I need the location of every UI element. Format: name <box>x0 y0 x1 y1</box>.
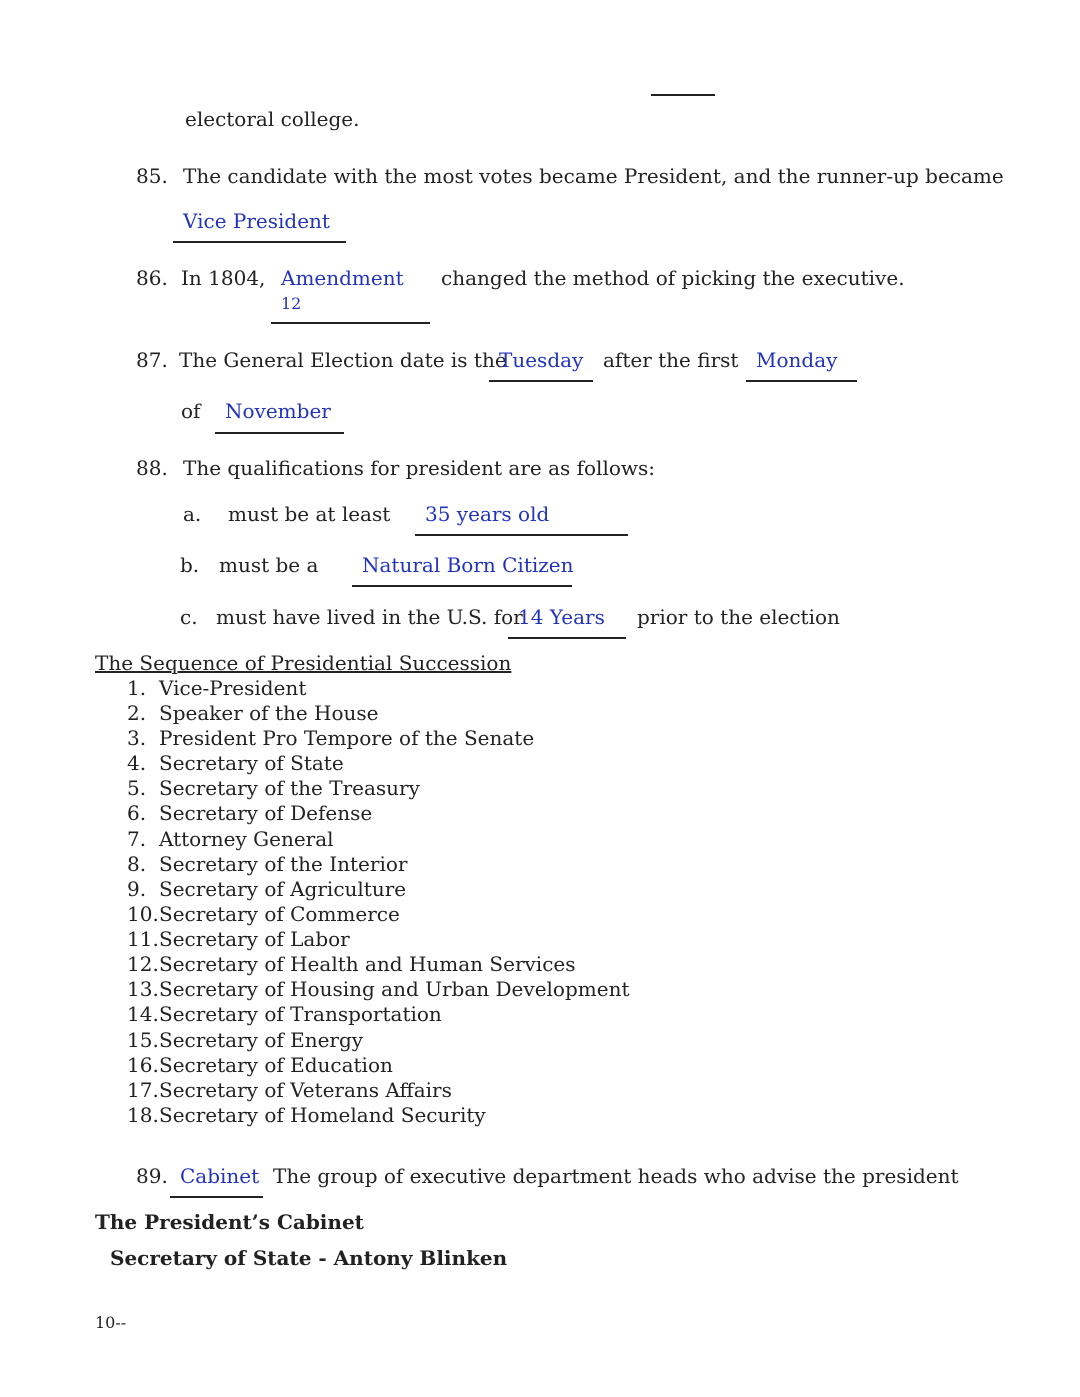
list-label: Secretary of Labor <box>159 927 350 951</box>
list-number: 16. <box>127 1053 159 1077</box>
item-letter: a. <box>183 502 202 526</box>
list-item <box>127 1080 452 1100</box>
list-item <box>127 854 407 874</box>
question-number: 87. <box>136 348 168 372</box>
list-label: President Pro Tempore of the Senate <box>159 726 535 750</box>
question-number: 85. <box>136 164 168 188</box>
list-label: Secretary of State <box>159 751 344 775</box>
list-label: Secretary of Homeland Security <box>159 1103 486 1127</box>
list-item <box>127 829 334 849</box>
answer-vice-president[interactable]: Vice President <box>183 209 330 233</box>
list-label: Vice-President <box>159 676 307 700</box>
answer-amendment[interactable]: Amendment <box>281 266 404 290</box>
answer-residency[interactable]: 14 Years <box>518 605 605 629</box>
answer-line <box>173 241 346 243</box>
list-label: Secretary of Veterans Affairs <box>159 1078 452 1102</box>
list-number: 7. <box>127 827 147 851</box>
list-number: 11. <box>127 927 159 951</box>
question-text-middle: after the first <box>603 348 739 372</box>
answer-cabinet[interactable]: Cabinet <box>180 1164 260 1188</box>
list-number: 1. <box>127 676 147 700</box>
answer-line <box>508 637 626 639</box>
list-number: 3. <box>127 726 147 750</box>
question-text-of: of <box>181 399 201 423</box>
list-label: Secretary of Housing and Urban Development <box>159 977 630 1001</box>
list-item <box>127 678 306 698</box>
list-item <box>127 703 379 723</box>
list-label: Secretary of Defense <box>159 801 373 825</box>
list-item <box>127 1055 393 1075</box>
question-text: The candidate with the most votes became President, and the runner-up became <box>183 164 1004 188</box>
succession-title: The Sequence of Presidential Succession <box>95 651 512 675</box>
item-text: must be a <box>219 553 319 577</box>
list-item <box>127 879 406 899</box>
list-number: 13. <box>127 977 159 1001</box>
answer-monday[interactable]: Monday <box>756 348 838 372</box>
question-text: The qualifications for president are as follows: <box>183 456 656 480</box>
list-item <box>127 1030 363 1050</box>
page-number: 10-- <box>95 1313 127 1332</box>
question-text-before: The General Election date is the <box>179 348 507 372</box>
list-number: 15. <box>127 1028 159 1052</box>
answer-line <box>415 534 628 536</box>
answer-amendment-number[interactable]: 12 <box>281 294 302 313</box>
question-number: 89. <box>136 1164 168 1188</box>
list-label: Attorney General <box>159 827 334 851</box>
list-number: 5. <box>127 776 147 800</box>
answer-citizenship[interactable]: Natural Born Citizen <box>362 553 574 577</box>
list-item <box>127 803 372 823</box>
list-item <box>127 904 400 924</box>
list-label: Secretary of Education <box>159 1053 393 1077</box>
list-number: 2. <box>127 701 147 725</box>
answer-tuesday[interactable]: Tuesday <box>499 348 584 372</box>
answer-line <box>352 585 572 587</box>
answer-line <box>489 380 593 382</box>
list-number: 8. <box>127 852 147 876</box>
item-text: must be at least <box>228 502 391 526</box>
list-label: Speaker of the House <box>159 701 379 725</box>
item-text-after: prior to the election <box>637 605 840 629</box>
list-label: Secretary of the Interior <box>159 852 408 876</box>
cabinet-first-entry: Secretary of State - Antony Blinken <box>110 1246 508 1270</box>
list-item <box>127 728 534 748</box>
top-answer-line <box>651 94 715 96</box>
answer-line <box>215 432 344 434</box>
list-item <box>127 979 630 999</box>
list-label: Secretary of the Treasury <box>159 776 420 800</box>
cabinet-title: The President’s Cabinet <box>95 1210 364 1234</box>
question-text-before: In 1804, <box>181 266 266 290</box>
item-letter: b. <box>180 553 200 577</box>
question-text: The group of executive department heads who advise the president <box>273 1164 959 1188</box>
answer-line <box>271 322 430 324</box>
answer-line <box>746 380 857 382</box>
list-item <box>127 1105 486 1125</box>
question-number: 86. <box>136 266 168 290</box>
answer-line <box>170 1196 263 1198</box>
question-number: 88. <box>136 456 168 480</box>
list-number: 9. <box>127 877 147 901</box>
list-number: 17. <box>127 1078 159 1102</box>
list-item <box>127 929 350 949</box>
list-number: 12. <box>127 952 159 976</box>
list-item <box>127 954 576 974</box>
list-label: Secretary of Energy <box>159 1028 364 1052</box>
list-number: 14. <box>127 1002 159 1026</box>
list-label: Secretary of Health and Human Services <box>159 952 576 976</box>
list-number: 10. <box>127 902 159 926</box>
list-label: Secretary of Commerce <box>159 902 400 926</box>
question-text-after: changed the method of picking the executive. <box>441 266 905 290</box>
item-text: must have lived in the U.S. for <box>216 605 523 629</box>
answer-november[interactable]: November <box>225 399 331 423</box>
item-letter: c. <box>180 605 198 629</box>
list-item <box>127 778 420 798</box>
list-item <box>127 753 344 773</box>
answer-age[interactable]: 35 years old <box>425 502 550 526</box>
list-label: Secretary of Agriculture <box>159 877 407 901</box>
list-number: 4. <box>127 751 147 775</box>
list-label: Secretary of Transportation <box>159 1002 442 1026</box>
list-number: 18. <box>127 1103 159 1127</box>
continued-text: electoral college. <box>185 107 360 131</box>
list-number: 6. <box>127 801 147 825</box>
list-item <box>127 1004 442 1024</box>
